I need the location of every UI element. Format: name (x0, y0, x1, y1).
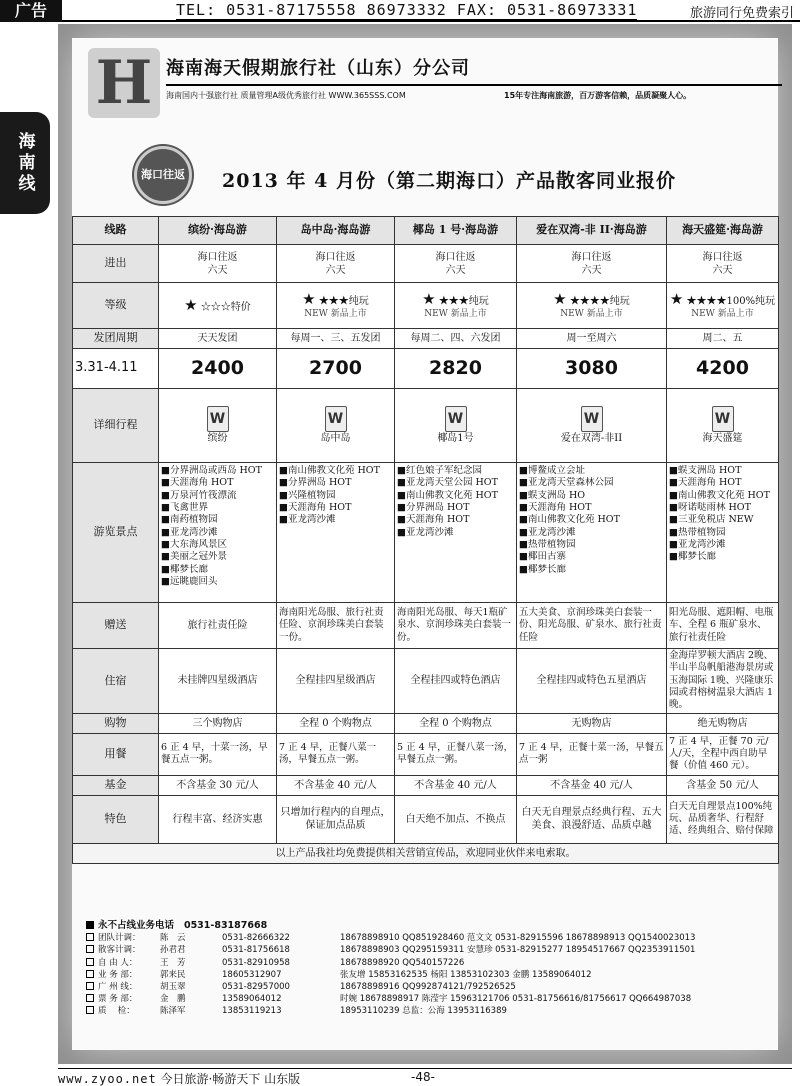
grade-cell: ★ ★★★★100%纯玩 NEW 新品上市 (667, 283, 779, 329)
contact-row: 票 务 部： 金 鹏 13589064012 时婉 18678898917 陈滢宇 15963121706 0531-81756616/81756617 QQ664987038 (86, 993, 776, 1005)
feature-cell: 白天绝不加点、不换点 (395, 795, 517, 843)
row-label: 详细行程 (73, 389, 159, 463)
checkbox-icon (86, 945, 94, 953)
contact-row: 广 州 线： 胡玉翠 0531-82957000 18678898916 QQ992874121/792526525 (86, 981, 776, 993)
list-item: ■亚龙湾天堂公园 HOT (397, 477, 498, 489)
list-item: ■热带植物园 (519, 539, 576, 551)
contact-list (86, 920, 776, 1018)
hotel-cell: 金海岸罗顿大酒店 2晚、半山半岛帆船港海景房或玉海国际 1晚、兴隆康乐园或君榕树温泉大酒店 1晚。 (667, 649, 779, 714)
page-number: -48- (411, 1070, 435, 1084)
list-item: ■红色娘子军纪念园 (397, 465, 482, 476)
gift-cell: 海南阳光岛服、旅行社责任险、京润珍珠美白套装一份。 (277, 603, 395, 649)
meal-cell: 6 正 4 早，十菜一汤，早餐五点一粥。 (159, 733, 277, 775)
list-item: ■天涯海角 HOT (669, 477, 742, 489)
fund-cell: 含基金 50 元/人 (667, 775, 779, 795)
row-label: 购物 (73, 713, 159, 733)
list-item: ■亚龙湾沙滩 (519, 526, 576, 538)
list-item: ■分界洲岛或西岛 HOT (161, 465, 262, 476)
word-doc-icon[interactable]: W (207, 406, 229, 432)
list-item: ■天涯海角 HOT (279, 502, 352, 514)
feature-cell: 白天无自理景点经典行程、五大美食、浪漫舒适、品质卓越 (517, 795, 667, 843)
list-item: ■三亚免税店 NEW (669, 514, 754, 526)
schedule-cell: 周一至周六 (517, 329, 667, 349)
gift-cell: 五大美食、京润珍珠美白套装一份、阳光岛服、矿泉水、旅行社责任险 (517, 603, 667, 649)
index-title: 旅游同行免费索引 (689, 6, 794, 21)
price-cell (277, 349, 395, 389)
page-title: 2013 年 4 月份（第二期海口）产品散客同业报价 (222, 170, 676, 192)
checkbox-icon (86, 933, 94, 941)
list-item: ■博鳌成立会址 (519, 465, 585, 476)
word-doc-icon[interactable]: W (712, 406, 734, 432)
price-value: 4200 (696, 357, 749, 380)
site-link[interactable]: www.zyoo.net (58, 1072, 157, 1086)
row-label: 特色 (73, 795, 159, 843)
detail-cell[interactable]: W 椰岛1号 (395, 389, 517, 463)
row-label: 等级 (73, 283, 159, 329)
hotline-number: 0531-83187668 (183, 920, 268, 931)
list-item: ■亚龙湾沙滩 (161, 526, 218, 538)
detail-cell[interactable]: W 岛中岛 (277, 389, 395, 463)
row-label: 用餐 (73, 733, 159, 775)
entry-cell: 海口往返 六天 (517, 245, 667, 283)
price-value: 2820 (429, 357, 482, 380)
meal-cell: 7 正 4 早，正餐 70 元/人/天，全程中西自助早餐（价值 460 元）。 (667, 733, 779, 775)
contact-row: 团队计调： 陈 云 0531-82666322 18678898910 QQ851928460 范文文 0531-82915596 18678898913 QQ1540023013 (86, 932, 776, 944)
list-item: ■万泉河竹筏漂流 (161, 489, 237, 501)
footer-note: 以上产品我社均免费提供相关营销宣传品，欢迎同业伙伴来电索取。 (73, 843, 779, 863)
row-label: 基金 (73, 775, 159, 795)
entry-cell: 海口往返 六天 (159, 245, 277, 283)
entry-cell: 海口往返 六天 (395, 245, 517, 283)
shop-cell: 三个购物店 (159, 713, 277, 733)
fund-cell: 不含基金 40 元/人 (395, 775, 517, 795)
schedule-cell: 周二、五 (667, 329, 779, 349)
list-item: ■亚龙湾沙滩 (397, 526, 454, 538)
table-row-routes (73, 217, 779, 245)
star-icon: ★ (422, 289, 436, 308)
price-table (72, 216, 779, 864)
list-item: ■天涯海角 HOT (519, 502, 592, 514)
contact-row: 业 务 部： 郭来民 18605312907 张友增 15853162535 杨阳 13853102303 金鹏 13589064012 (86, 969, 776, 981)
list-item: ■亚龙湾沙滩 (279, 514, 336, 526)
checkbox-icon (86, 994, 94, 1002)
table-row-hotel (73, 649, 779, 714)
list-item: ■蜈支洲岛 HOT (669, 465, 742, 476)
list-item: ■南山佛教文化苑 HOT (397, 489, 498, 501)
route-name: 岛中岛·海岛游 (277, 217, 395, 245)
checkbox-icon (86, 1006, 94, 1014)
contact-line: TEL: 0531-87175558 86973332 FAX: 0531-86973331 (176, 1, 638, 19)
list-item: ■热带植物园 (669, 526, 726, 538)
contact-row: 散客计调： 孙君君 0531-81756618 18678898903 QQ295159311 安慧珍 0531-82915277 18954517667 QQ2353911501 (86, 944, 776, 956)
list-item: ■南山佛教文化苑 HOT (519, 514, 620, 526)
grade-cell: ★ ★★★纯玩 NEW 新品上市 (277, 283, 395, 329)
fund-cell: 不含基金 40 元/人 (277, 775, 395, 795)
row-label: 发团周期 (73, 329, 159, 349)
shop-cell: 全程 0 个购物点 (395, 713, 517, 733)
row-label: 游览景点 (73, 463, 159, 603)
spot-list (667, 463, 779, 603)
table-row-shop (73, 713, 779, 733)
contact-row: 质 检： 陈泽军 13853119213 18953110239 总监：公海 13953116389 (86, 1005, 776, 1017)
price-value: 3080 (565, 357, 618, 380)
feature-cell: 白天无自理景点100%纯玩、品质奢华、行程舒适、经典组合、赔付保障 (667, 795, 779, 843)
list-item: ■椰梦长廊 (669, 551, 716, 563)
list-item: ■南山佛教文化苑 HOT (279, 465, 380, 476)
list-item: ■远眺鹿回头 (161, 576, 218, 588)
ad-content (72, 38, 778, 1050)
gift-cell: 旅行社责任险 (159, 603, 277, 649)
date-range: 3.31-4.11 (73, 349, 159, 389)
company-name: 海南海天假期旅行社（山东）分公司 (166, 58, 470, 79)
route-name: 海天盛筵·海岛游 (667, 217, 779, 245)
feature-cell: 只增加行程内的自理点，保证加点品质 (277, 795, 395, 843)
list-item: ■分界洲岛 HOT (397, 502, 470, 514)
gift-cell: 阳光岛服、遮阳帽、电瓶车、全程 6 瓶矿泉水、旅行社责任险 (667, 603, 779, 649)
hotel-cell: 未挂牌四星级酒店 (159, 649, 277, 714)
detail-cell[interactable]: W 海天盛筵 (667, 389, 779, 463)
list-item: ■分界洲岛 HOT (279, 477, 352, 489)
ad-frame (58, 24, 792, 1064)
meal-cell: 7 正 4 早，正餐八菜一汤，早餐五点一粥。 (277, 733, 395, 775)
hotline-row: 永不占线业务电话 0531-83187668 (86, 920, 776, 932)
fund-cell: 不含基金 30 元/人 (159, 775, 277, 795)
list-item: ■椰梦长廊 (519, 563, 566, 575)
list-item: ■飞禽世界 (161, 502, 208, 514)
price-value: 2700 (309, 357, 362, 380)
table-row-meal (73, 733, 779, 775)
haikou-badge: 海口往返 (134, 146, 192, 204)
checkbox-icon (86, 982, 94, 990)
list-item: ■亚龙湾天堂森林公园 (519, 477, 614, 489)
hotel-cell: 全程挂四星级酒店 (277, 649, 395, 714)
route-name: 爱在双湾-非 II·海岛游 (517, 217, 667, 245)
spot-list (517, 463, 667, 603)
side-tab-hainan: 海南线 (0, 112, 50, 214)
star-icon: ★ (302, 289, 316, 308)
price-cell (159, 349, 277, 389)
word-doc-icon[interactable]: W (445, 406, 467, 432)
table-row-note (73, 843, 779, 863)
table-row-gift (73, 603, 779, 649)
company-slogan: 15年专注海南旅游，百万游客信赖，品质凝聚人心。 (504, 91, 692, 100)
table-row-fund (73, 775, 779, 795)
word-doc-icon[interactable]: W (581, 406, 603, 432)
bullet-square-icon (86, 921, 94, 929)
list-item: ■天涯海角 HOT (161, 477, 234, 489)
gift-cell: 海南阳光岛服、每天1瓶矿泉水、京润珍珠美白套装一份。 (395, 603, 517, 649)
price-cell (517, 349, 667, 389)
star-icon: ★ (553, 289, 567, 308)
list-item: ■天涯海角 HOT (397, 514, 470, 526)
shop-cell: 无购物店 (517, 713, 667, 733)
row-label: 住宿 (73, 649, 159, 714)
list-item: ■椰梦长廊 (161, 563, 208, 575)
list-item: ■椰田古寨 (519, 551, 566, 563)
grade-cell: ★ ☆☆☆特价 (159, 283, 277, 329)
feature-cell: 行程丰富、经济实惠 (159, 795, 277, 843)
price-cell (395, 349, 517, 389)
table-row-detail (73, 389, 779, 463)
list-item: ■美丽之冠外景 (161, 551, 227, 563)
list-item: ■南药植物园 (161, 514, 218, 526)
table-row-schedule (73, 329, 779, 349)
schedule-cell: 天天发团 (159, 329, 277, 349)
table-row-grade (73, 283, 779, 329)
company-logo: H (88, 48, 160, 118)
price-cell (667, 349, 779, 389)
list-item: ■亚龙湾沙滩 (669, 539, 726, 551)
star-icon: ★ (184, 295, 198, 314)
entry-cell: 海口往返 六天 (277, 245, 395, 283)
hotel-cell: 全程挂四或特色酒店 (395, 649, 517, 714)
table-row-entry (73, 245, 779, 283)
checkbox-icon (86, 958, 94, 966)
list-item: ■兴隆植物园 (279, 489, 336, 501)
list-item: ■南山佛教文化苑 HOT (669, 489, 770, 501)
bottom-bar (58, 1068, 792, 1086)
word-doc-icon[interactable]: W (325, 406, 347, 432)
list-item: ■呀诺哒雨林 HOT (669, 502, 751, 514)
checkbox-icon (86, 970, 94, 978)
company-tagline: 海南国内十强旅行社 质量管理A级优秀旅行社 WWW.365SSS.COM (166, 91, 406, 100)
contact-row: 自 由 人： 王 芳 0531-82910958 18678898920 QQ540157226 (86, 957, 776, 969)
entry-cell: 海口往返 六天 (667, 245, 779, 283)
row-label: 线路 (73, 217, 159, 245)
magazine-slogan: 今日旅游·畅游天下 山东版 (160, 1072, 301, 1086)
list-item: ■大东海风景区 (161, 539, 227, 551)
top-bar (0, 0, 800, 22)
spot-list (277, 463, 395, 603)
row-label: 进出 (73, 245, 159, 283)
table-row-feature (73, 795, 779, 843)
schedule-cell: 每周二、四、六发团 (395, 329, 517, 349)
star-icon: ★ (669, 289, 684, 308)
grade-cell: ★ ★★★★纯玩 NEW 新品上市 (517, 283, 667, 329)
route-name: 缤纷·海岛游 (159, 217, 277, 245)
detail-cell[interactable]: W 缤纷 (159, 389, 277, 463)
list-item: ■蜈支洲岛 HO (519, 489, 586, 501)
shop-cell: 全程 0 个购物点 (277, 713, 395, 733)
row-label: 赠送 (73, 603, 159, 649)
table-row-spots (73, 463, 779, 603)
ad-label: 广告 (0, 0, 62, 22)
hotel-cell: 全程挂四或特色五星酒店 (517, 649, 667, 714)
fund-cell: 不含基金 40 元/人 (517, 775, 667, 795)
spot-list (159, 463, 277, 603)
route-name: 椰岛 1 号·海岛游 (395, 217, 517, 245)
header-divider (166, 84, 782, 86)
table-row-price (73, 349, 779, 389)
meal-cell: 5 正 4 早，正餐八菜一汤，早餐五点一粥。 (395, 733, 517, 775)
detail-cell[interactable]: W 爱在双湾-非II (517, 389, 667, 463)
spot-list (395, 463, 517, 603)
grade-cell: ★ ★★★纯玩 NEW 新品上市 (395, 283, 517, 329)
shop-cell: 绝无购物店 (667, 713, 779, 733)
price-value: 2400 (191, 357, 244, 380)
schedule-cell: 每周一、三、五发团 (277, 329, 395, 349)
meal-cell: 7 正 4 早，正餐十菜一汤，早餐五点一粥 (517, 733, 667, 775)
